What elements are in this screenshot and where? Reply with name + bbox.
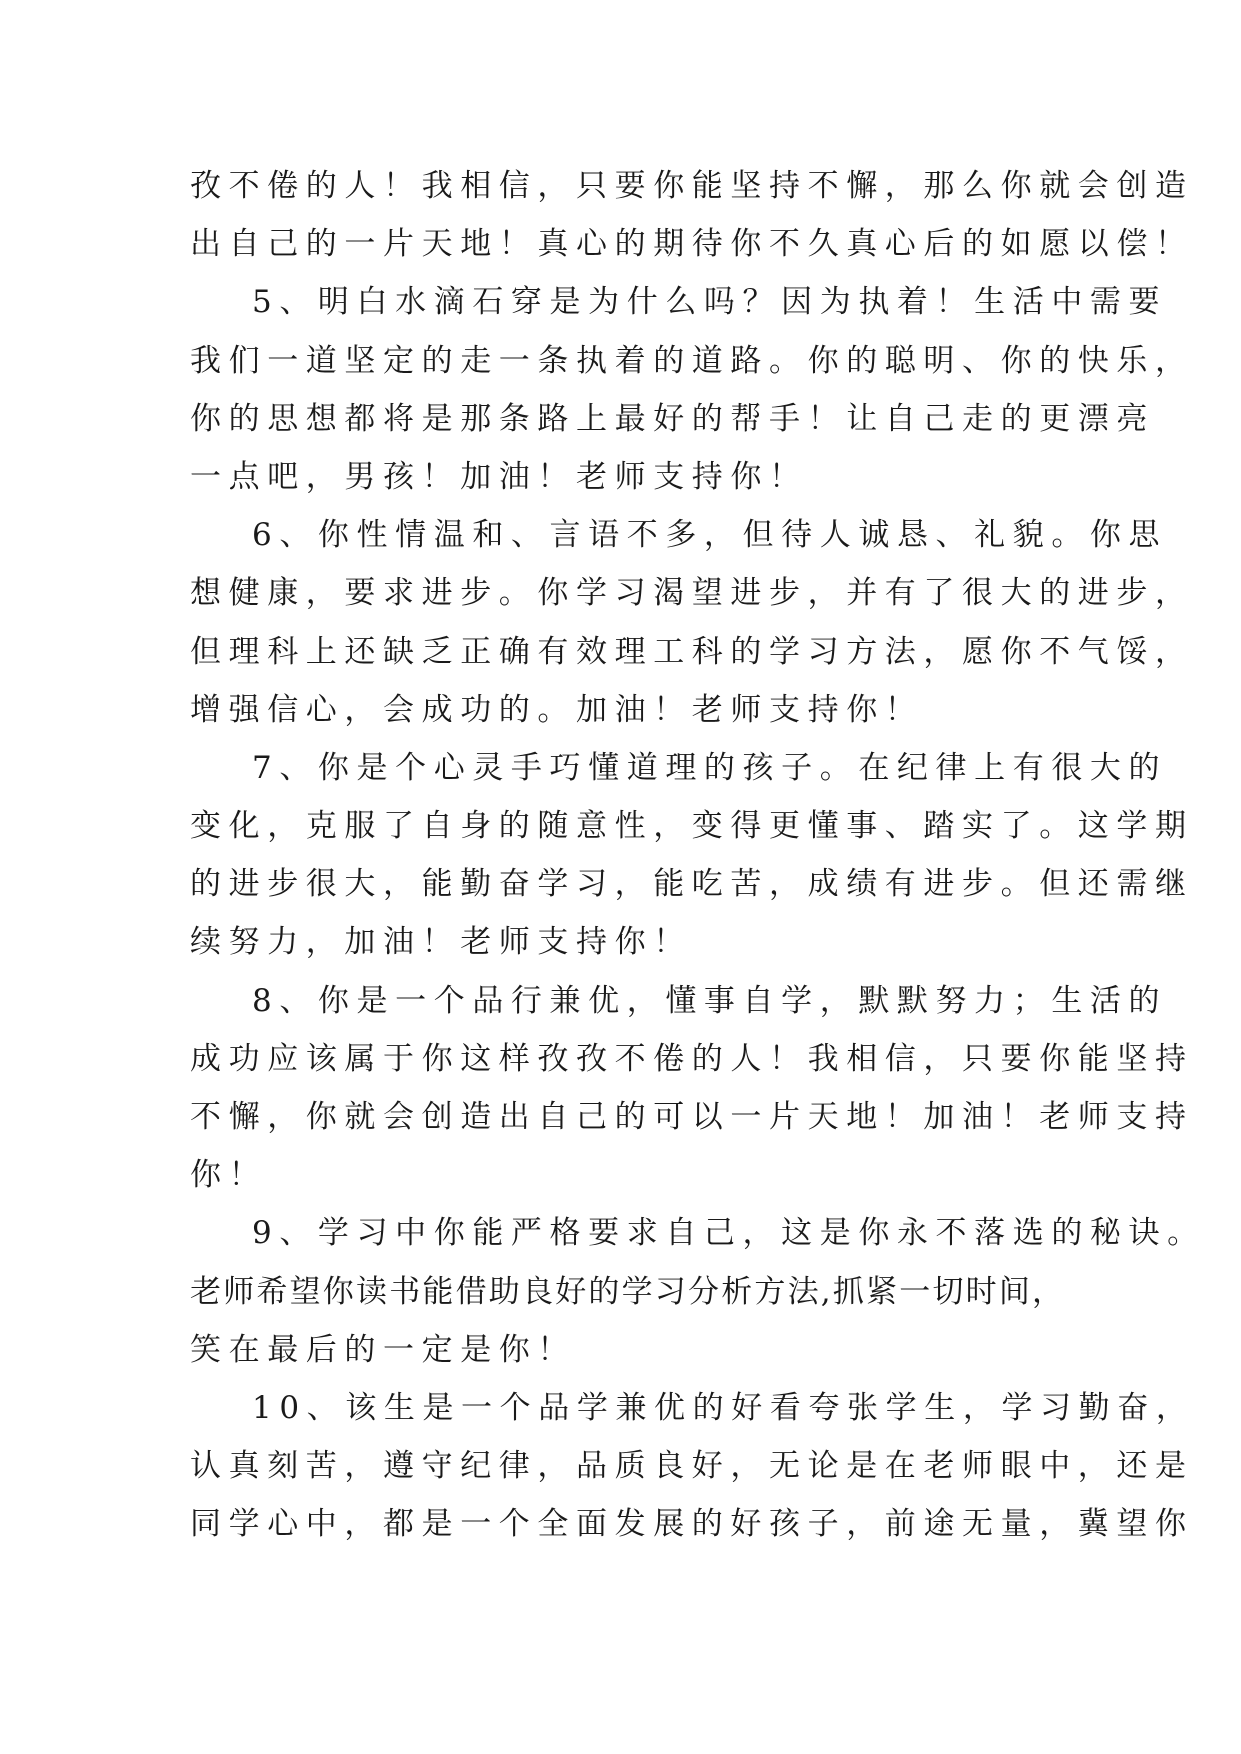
text-line: 你！	[190, 1157, 268, 1194]
paragraph-8	[190, 972, 1194, 1205]
text-line: 我们一道坚定的走一条执着的道路。你的聪明、你的快乐，	[190, 342, 1194, 379]
text-line: 出自己的一片天地！真心的期待你不久真心后的如愿以偿！	[190, 226, 1194, 263]
text-line: 不懈，你就会创造出自己的可以一片天地！加油！老师支持	[190, 1099, 1194, 1135]
text-line: 成功应该属于你这样孜孜不倦的人！我相信，只要你能坚持	[190, 1040, 1194, 1077]
text-line: 9、学习中你能严格要求自己，这是你永不落选的秘诀。	[252, 1215, 1206, 1252]
paragraph-5	[190, 273, 1194, 506]
paragraph-1	[190, 157, 1194, 273]
text-line: 10、该生是一个品学兼优的好看夸张学生，学习勤奋，	[252, 1389, 1195, 1426]
paragraph-10	[190, 1379, 1195, 1554]
text-line: 8、你是一个品行兼优，懂事自学，默默努力；生活的	[252, 982, 1168, 1019]
paragraph-6	[190, 506, 1194, 739]
document-body	[190, 157, 1206, 1554]
text-line: 你的思想都将是那条路上最好的帮手！让自己走的更漂亮	[190, 400, 1155, 437]
text-line: 笑在最后的一定是你！	[190, 1331, 576, 1368]
text-line: 6、你性情温和、言语不多，但待人诚恳、礼貌。你思	[252, 517, 1168, 554]
text-line: 老师希望你读书能借助良好的学习分析方法,抓紧一切时间，	[190, 1273, 1066, 1310]
paragraph-9	[190, 1204, 1206, 1379]
text-line: 增强信心，会成功的。加油！老师支持你！	[190, 691, 924, 728]
text-line: 的进步很大，能勤奋学习，能吃苦，成绩有进步。但还需继	[190, 866, 1194, 903]
text-line: 7、你是个心灵手巧懂道理的孩子。在纪律上有很大的	[252, 749, 1168, 786]
text-line: 认真刻苦，遵守纪律，品质良好，无论是在老师眼中，还是	[190, 1448, 1194, 1485]
text-line: 同学心中，都是一个全面发展的好孩子，前途无量，冀望你	[190, 1506, 1194, 1543]
text-line: 续努力，加油！老师支持你！	[190, 924, 692, 961]
text-line: 想健康，要求进步。你学习渴望进步，并有了很大的进步，	[190, 575, 1194, 612]
text-line: 5、明白水滴石穿是为什么吗？因为执着！生活中需要	[252, 284, 1168, 321]
text-line: 一点吧，男孩！加油！老师支持你！	[190, 458, 808, 495]
paragraph-7	[190, 739, 1194, 972]
text-line: 但理科上还缺乏正确有效理工科的学习方法，愿你不气馁，	[190, 633, 1194, 670]
text-line: 变化，克服了自身的随意性，变得更懂事、踏实了。这学期	[190, 808, 1194, 845]
text-line: 孜不倦的人！我相信，只要你能坚持不懈，那么你就会创造	[190, 168, 1194, 204]
